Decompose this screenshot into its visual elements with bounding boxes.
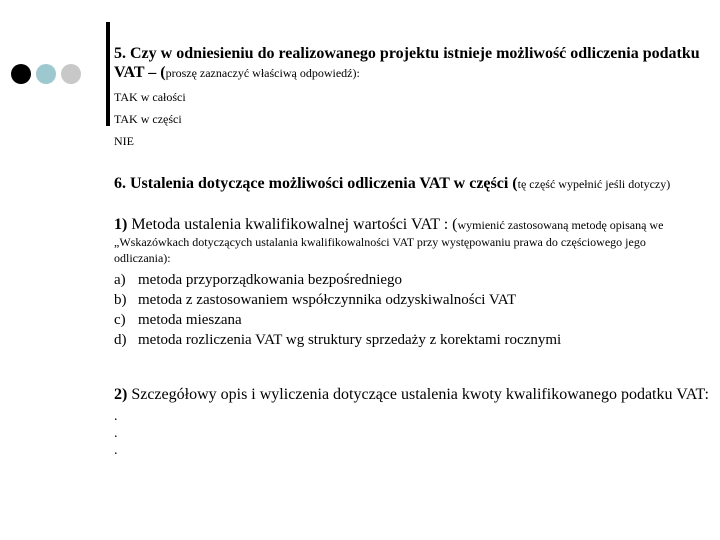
subsection-1-heading [114, 215, 704, 234]
subsection-1-note-line2: „Wskazówkach dotyczących ustalania kwalifikowalności VAT przy występowaniu prawa do częściowego jego [114, 235, 646, 249]
subsection-1-note: wymienić zastosowaną metodę opisaną we [457, 218, 664, 232]
list-item-label: b) [114, 292, 127, 308]
section-5-options [114, 86, 704, 152]
subsection-2-heading [114, 385, 709, 404]
list-item[interactable] [114, 270, 704, 290]
subsection-1-number: 1) [114, 216, 128, 233]
section-6-title [114, 174, 704, 193]
placeholder-dot: . [114, 443, 118, 458]
subsection-2-number: 2) [114, 386, 128, 403]
methods-list [114, 270, 704, 350]
list-item-label: a) [114, 272, 126, 288]
section-5-title-line2 [114, 63, 704, 82]
subsection-2 [114, 385, 709, 459]
option-tak-w-calosci[interactable]: TAK w całości [114, 90, 186, 104]
grey-dot-icon [61, 64, 81, 84]
option-tak-w-czesci[interactable]: TAK w części [114, 112, 182, 126]
list-item[interactable] [114, 330, 704, 350]
subsection-1 [114, 215, 704, 350]
black-dot-icon [11, 64, 31, 84]
subsection-1-note-line3: odliczania): [114, 251, 171, 265]
subsection-2-text: Szczegółowy opis i wyliczenia dotyczące ustalenia kwoty kwalifikowanego podatku VAT: [131, 386, 709, 403]
decorative-dots [11, 64, 81, 84]
section-5-instruction: proszę zaznaczyć właściwą odpowiedź): [165, 66, 360, 80]
list-item[interactable] [114, 310, 704, 330]
subsection-2-placeholder [114, 408, 704, 459]
section-6 [114, 174, 704, 193]
list-item-label: c) [114, 312, 126, 328]
list-item-text: metoda przyporządkowania bezpośredniego [138, 272, 403, 288]
subsection-1-text: Metoda ustalenia kwalifikowalnej wartości VAT : ( [131, 216, 458, 233]
document-body [114, 44, 709, 459]
placeholder-dot: . [114, 426, 118, 441]
option-nie[interactable]: NIE [114, 134, 134, 148]
teal-dot-icon [36, 64, 56, 84]
list-item-text: metoda rozliczenia VAT wg struktury sprzedaży z korektami rocznymi [138, 332, 562, 348]
list-item[interactable] [114, 290, 704, 310]
placeholder-dot: . [114, 409, 118, 424]
section-6-instruction: tę część wypełnić jeśli dotyczy) [517, 177, 671, 191]
section-5 [114, 44, 704, 152]
left-vertical-rule [106, 22, 110, 126]
list-item-text: metoda z zastosowaniem współczynnika odzyskiwalności VAT [138, 292, 517, 308]
list-item-text: metoda mieszana [138, 312, 242, 328]
section-6-title-text: 6. Ustalenia dotyczące możliwości odliczenia VAT w części ( [114, 175, 518, 192]
list-item-label: d) [114, 332, 127, 348]
section-5-vat-label: VAT – ( [114, 64, 166, 81]
section-5-title: 5. Czy w odniesieniu do realizowanego projektu istnieje możliwość odliczenia podatku [114, 45, 700, 62]
